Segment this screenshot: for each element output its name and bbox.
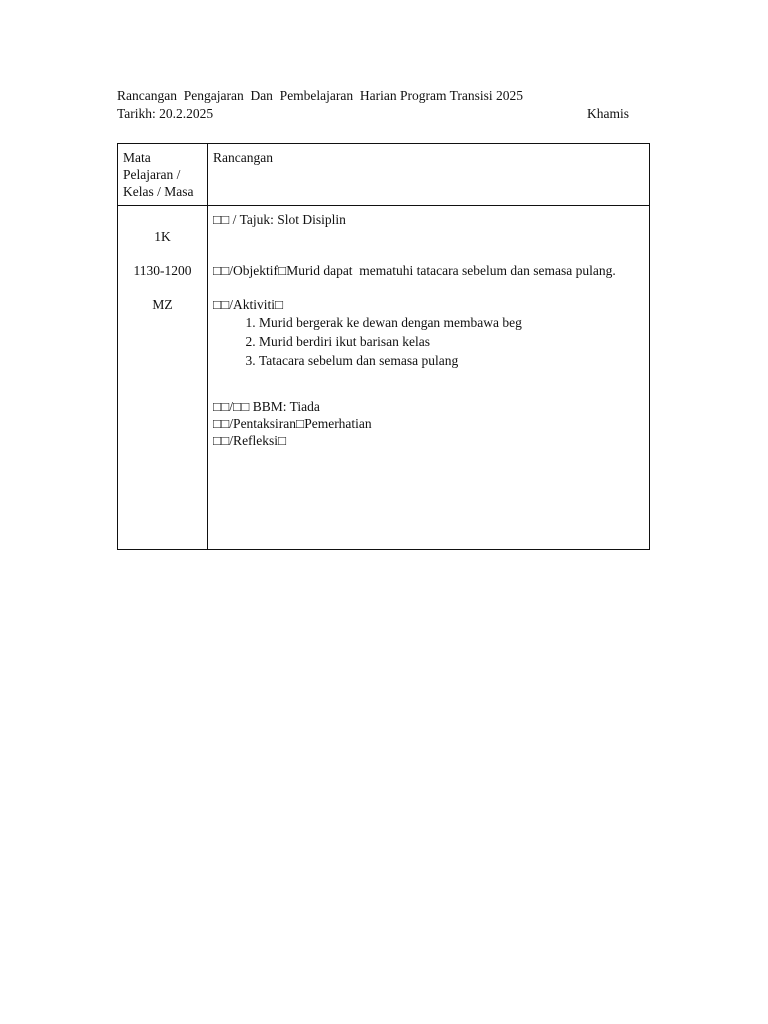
date-row (117, 105, 629, 123)
table-row (118, 206, 650, 550)
subject-class-time-header: Mata Pelajaran / Kelas / Masa (118, 144, 208, 206)
plan-cell (208, 206, 650, 550)
list-item: 1. Murid bergerak ke dewan dengan membawa beg (259, 313, 644, 332)
time-slot: 1130-1200 (133, 263, 192, 278)
class-name: 1K (154, 229, 171, 244)
activity-label: □□/Aktiviti□ (213, 297, 284, 312)
subject-code: MZ (152, 297, 173, 312)
plan-header: Rancangan (208, 144, 650, 206)
day-label: Khamis (587, 106, 629, 121)
bbm-line: □□/□□ BBM: Tiada (213, 399, 320, 414)
lesson-plan-table (117, 143, 650, 550)
assessment-line: □□/Pentaksiran□Pemerhatian (213, 416, 372, 431)
class-info-cell (118, 206, 208, 550)
activity-list (213, 313, 644, 370)
document-title: Rancangan Pengajaran Dan Pembelajaran Harian Program Transisi 2025 (117, 88, 524, 103)
document-header (117, 87, 629, 123)
reflection-line: □□/Refleksi□ (213, 433, 287, 448)
objective-line: □□/Objektif□Murid dapat mematuhi tatacara sebelum dan semasa pulang. (213, 263, 616, 278)
table-header-row (118, 144, 650, 206)
list-item: 3. Tatacara sebelum dan semasa pulang (259, 351, 644, 370)
list-item: 2. Murid berdiri ikut barisan kelas (259, 332, 644, 351)
date-label: Tarikh: 20.2.2025 (117, 106, 214, 121)
topic-line: □□ / Tajuk: Slot Disiplin (213, 212, 346, 227)
